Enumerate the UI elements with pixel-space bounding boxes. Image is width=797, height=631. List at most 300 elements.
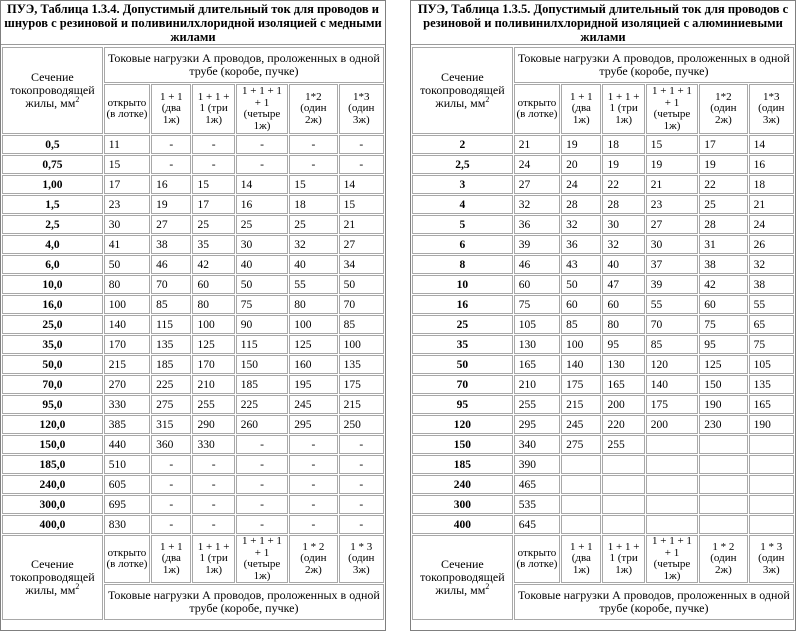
current-table-aluminium <box>411 46 795 621</box>
row-value-cell: 215 <box>339 395 384 414</box>
row-value-cell: 15 <box>289 175 337 194</box>
row-value-cell: 295 <box>289 415 337 434</box>
row-value-cell: 440 <box>104 435 150 454</box>
row-value-cell: 18 <box>749 175 794 194</box>
row-value-cell: 95 <box>602 335 644 354</box>
row-value-cell: 19 <box>561 135 601 154</box>
row-value-cell: 19 <box>699 155 747 174</box>
table-row <box>2 235 384 254</box>
row-value-cell: 28 <box>699 215 747 234</box>
row-value-cell: 17 <box>192 195 234 214</box>
row-value-cell: 90 <box>236 315 288 334</box>
row-value-cell: 165 <box>602 375 644 394</box>
row-section-cell: 16,0 <box>2 295 103 314</box>
row-value-cell: 160 <box>289 355 337 374</box>
row-value-cell: 830 <box>104 515 150 534</box>
row-value-cell: 115 <box>151 315 191 334</box>
row-value-cell: - <box>289 475 337 494</box>
row-value-cell: 65 <box>749 315 794 334</box>
table-row <box>412 135 794 154</box>
row-value-cell <box>699 475 747 494</box>
row-value-cell: 75 <box>749 335 794 354</box>
table-row <box>2 215 384 234</box>
row-value-cell: 39 <box>514 235 560 254</box>
row-value-cell: 17 <box>104 175 150 194</box>
footer-columns-row <box>2 535 384 583</box>
row-value-cell: 43 <box>561 255 601 274</box>
row-value-cell <box>602 455 644 474</box>
table-panel-aluminium <box>410 0 796 631</box>
row-value-cell: - <box>236 515 288 534</box>
row-section-cell: 50,0 <box>2 355 103 374</box>
row-value-cell: 75 <box>699 315 747 334</box>
row-value-cell: 36 <box>514 215 560 234</box>
row-value-cell: 14 <box>236 175 288 194</box>
row-value-cell: 315 <box>151 415 191 434</box>
row-value-cell: 55 <box>646 295 698 314</box>
row-value-cell: 22 <box>699 175 747 194</box>
table-row <box>412 175 794 194</box>
column-header: 1 + 1 + 1 (три 1ж) <box>602 84 644 134</box>
row-value-cell: 170 <box>192 355 234 374</box>
section-label-unit-exponent: 2 <box>485 582 490 591</box>
row-value-cell: 260 <box>236 415 288 434</box>
row-value-cell: 135 <box>339 355 384 374</box>
row-value-cell: - <box>192 495 234 514</box>
column-footer: 1 * 3 (один 3ж) <box>339 535 384 583</box>
row-value-cell: 80 <box>104 275 150 294</box>
row-value-cell: 60 <box>192 275 234 294</box>
row-value-cell: - <box>151 155 191 174</box>
row-value-cell: 30 <box>602 215 644 234</box>
row-value-cell: 38 <box>151 235 191 254</box>
row-value-cell: 80 <box>192 295 234 314</box>
footer-section-label <box>412 535 513 620</box>
column-header: 1*2 (один 2ж) <box>699 84 747 134</box>
row-value-cell: 19 <box>151 195 191 214</box>
row-value-cell: 385 <box>104 415 150 434</box>
table-row <box>412 235 794 254</box>
row-value-cell <box>699 495 747 514</box>
row-value-cell: 25 <box>236 215 288 234</box>
column-footer: открыто (в лотке) <box>104 535 150 583</box>
row-section-cell: 300,0 <box>2 495 103 514</box>
row-value-cell: 245 <box>561 415 601 434</box>
row-section-cell: 5 <box>412 215 513 234</box>
column-header: 1 + 1 (два 1ж) <box>151 84 191 134</box>
footer-section-label <box>2 535 103 620</box>
table-row <box>412 315 794 334</box>
header-row <box>2 47 384 83</box>
row-value-cell: 645 <box>514 515 560 534</box>
column-footer: 1 + 1 + 1 + 1 (четыре 1ж) <box>646 535 698 583</box>
row-value-cell: - <box>289 495 337 514</box>
row-value-cell: 70 <box>151 275 191 294</box>
table-row <box>2 155 384 174</box>
current-table-copper <box>1 46 385 621</box>
table-row <box>2 275 384 294</box>
row-value-cell <box>646 515 698 534</box>
header-row <box>412 47 794 83</box>
row-value-cell <box>699 455 747 474</box>
row-value-cell: - <box>151 455 191 474</box>
table-row <box>2 355 384 374</box>
row-value-cell: 14 <box>339 175 384 194</box>
row-value-cell: 465 <box>514 475 560 494</box>
row-value-cell: - <box>339 435 384 454</box>
row-value-cell: 390 <box>514 455 560 474</box>
table-row <box>2 495 384 514</box>
row-value-cell: 24 <box>561 175 601 194</box>
row-value-cell: 695 <box>104 495 150 514</box>
table-row <box>2 455 384 474</box>
row-value-cell: 28 <box>602 195 644 214</box>
row-value-cell: 21 <box>514 135 560 154</box>
row-section-cell: 2,5 <box>412 155 513 174</box>
row-value-cell: 32 <box>514 195 560 214</box>
row-value-cell: 295 <box>514 415 560 434</box>
table-row <box>2 435 384 454</box>
row-value-cell: 39 <box>646 275 698 294</box>
table-title-aluminium: ПУЭ, Таблица 1.3.5. Допустимый длительный ток для проводов с резиновой и поливинилхлоридной изоляцией с алюминиевыми жилами <box>411 1 795 45</box>
row-value-cell: 27 <box>514 175 560 194</box>
row-value-cell: - <box>289 515 337 534</box>
row-section-cell: 10 <box>412 275 513 294</box>
row-section-cell: 70,0 <box>2 375 103 394</box>
row-section-cell: 120,0 <box>2 415 103 434</box>
row-value-cell: 175 <box>339 375 384 394</box>
table-panel-copper <box>0 0 386 631</box>
row-value-cell: 100 <box>104 295 150 314</box>
row-value-cell <box>646 455 698 474</box>
row-value-cell: - <box>236 455 288 474</box>
row-value-cell: 11 <box>104 135 150 154</box>
table-row <box>2 515 384 534</box>
row-value-cell: 25 <box>192 215 234 234</box>
row-value-cell: 330 <box>104 395 150 414</box>
row-value-cell: 50 <box>561 275 601 294</box>
row-value-cell: 21 <box>339 215 384 234</box>
table-row <box>2 335 384 354</box>
row-value-cell: 130 <box>602 355 644 374</box>
row-value-cell: 140 <box>104 315 150 334</box>
row-value-cell: 175 <box>646 395 698 414</box>
row-value-cell: 340 <box>514 435 560 454</box>
section-label-text: Сечение токопроводящей жилы, мм <box>10 70 95 110</box>
row-value-cell: - <box>192 455 234 474</box>
column-header: 1 + 1 + 1 + 1 (четыре 1ж) <box>236 84 288 134</box>
table-row <box>412 435 794 454</box>
row-value-cell: 16 <box>236 195 288 214</box>
row-section-cell: 150,0 <box>2 435 103 454</box>
row-value-cell: 100 <box>289 315 337 334</box>
row-value-cell: 17 <box>699 135 747 154</box>
row-section-cell: 120 <box>412 415 513 434</box>
row-value-cell <box>749 435 794 454</box>
row-value-cell: 42 <box>699 275 747 294</box>
column-header: 1*3 (один 3ж) <box>749 84 794 134</box>
column-header: 1 + 1 + 1 + 1 (четыре 1ж) <box>646 84 698 134</box>
table-row <box>2 135 384 154</box>
row-value-cell: 70 <box>339 295 384 314</box>
row-value-cell: 150 <box>699 375 747 394</box>
row-value-cell: 23 <box>104 195 150 214</box>
row-value-cell: 120 <box>646 355 698 374</box>
row-value-cell: 25 <box>699 195 747 214</box>
row-value-cell: 46 <box>514 255 560 274</box>
row-value-cell: 47 <box>602 275 644 294</box>
table-row <box>2 375 384 394</box>
row-section-cell: 35,0 <box>2 335 103 354</box>
row-value-cell <box>561 455 601 474</box>
table-row <box>412 495 794 514</box>
row-value-cell: 37 <box>646 255 698 274</box>
row-section-cell: 35 <box>412 335 513 354</box>
row-value-cell: 15 <box>646 135 698 154</box>
row-value-cell: 19 <box>646 155 698 174</box>
row-section-cell: 95,0 <box>2 395 103 414</box>
row-value-cell: 170 <box>104 335 150 354</box>
footer-load-label: Токовые нагрузки А проводов, проложенных в одной трубе (коробе, пучке) <box>104 584 384 620</box>
row-value-cell: 27 <box>151 215 191 234</box>
table-row <box>412 295 794 314</box>
row-section-cell: 70 <box>412 375 513 394</box>
table-row <box>412 475 794 494</box>
row-value-cell: 30 <box>236 235 288 254</box>
table-row <box>2 195 384 214</box>
column-footer: 1 * 2 (один 2ж) <box>289 535 337 583</box>
row-value-cell: 27 <box>339 235 384 254</box>
row-value-cell: 290 <box>192 415 234 434</box>
row-value-cell: - <box>339 495 384 514</box>
row-value-cell: 21 <box>749 195 794 214</box>
column-header: 1*3 (один 3ж) <box>339 84 384 134</box>
footer-load-label: Токовые нагрузки А проводов, проложенных в одной трубе (коробе, пучке) <box>514 584 794 620</box>
row-value-cell: 85 <box>561 315 601 334</box>
row-section-cell: 10,0 <box>2 275 103 294</box>
row-section-cell: 185,0 <box>2 455 103 474</box>
row-value-cell: 60 <box>602 295 644 314</box>
row-value-cell: - <box>339 455 384 474</box>
row-value-cell: 125 <box>192 335 234 354</box>
row-value-cell: - <box>151 515 191 534</box>
row-section-cell: 2 <box>412 135 513 154</box>
table-row <box>412 335 794 354</box>
row-value-cell: 31 <box>699 235 747 254</box>
row-value-cell: - <box>151 475 191 494</box>
row-section-cell: 185 <box>412 455 513 474</box>
row-value-cell: - <box>339 155 384 174</box>
table-row <box>412 395 794 414</box>
column-header: открыто (в лотке) <box>104 84 150 134</box>
row-value-cell: 15 <box>339 195 384 214</box>
row-value-cell: 22 <box>602 175 644 194</box>
row-section-cell: 8 <box>412 255 513 274</box>
section-label-unit-exponent: 2 <box>75 582 80 591</box>
row-section-cell: 6,0 <box>2 255 103 274</box>
row-section-cell: 0,5 <box>2 135 103 154</box>
row-value-cell: 95 <box>699 335 747 354</box>
row-value-cell: 130 <box>514 335 560 354</box>
column-header: 1*2 (один 2ж) <box>289 84 337 134</box>
row-value-cell: 80 <box>289 295 337 314</box>
row-value-cell <box>699 515 747 534</box>
footer-columns-row <box>412 535 794 583</box>
row-value-cell: 50 <box>339 275 384 294</box>
row-value-cell: 275 <box>151 395 191 414</box>
table-title-copper: ПУЭ, Таблица 1.3.4. Допустимый длительный ток для проводов и шнуров с резиновой и поливинилхлоридной изоляцией с медными жилами <box>1 1 385 45</box>
row-value-cell: 510 <box>104 455 150 474</box>
row-section-cell: 2,5 <box>2 215 103 234</box>
row-section-cell: 1,5 <box>2 195 103 214</box>
row-value-cell <box>749 515 794 534</box>
row-value-cell <box>646 495 698 514</box>
row-value-cell <box>749 495 794 514</box>
row-value-cell: 100 <box>192 315 234 334</box>
row-value-cell: 135 <box>151 335 191 354</box>
column-footer: 1 + 1 + 1 (три 1ж) <box>602 535 644 583</box>
row-value-cell: 16 <box>151 175 191 194</box>
row-value-cell: 210 <box>192 375 234 394</box>
row-value-cell: 200 <box>646 415 698 434</box>
row-value-cell: 30 <box>646 235 698 254</box>
row-section-cell: 95 <box>412 395 513 414</box>
row-value-cell: 50 <box>236 275 288 294</box>
row-section-cell: 300 <box>412 495 513 514</box>
row-value-cell: 32 <box>602 235 644 254</box>
row-value-cell: 210 <box>514 375 560 394</box>
row-value-cell: 18 <box>602 135 644 154</box>
row-section-cell: 25,0 <box>2 315 103 334</box>
row-section-cell: 240 <box>412 475 513 494</box>
row-value-cell: 19 <box>602 155 644 174</box>
row-value-cell: 20 <box>561 155 601 174</box>
row-value-cell: 105 <box>749 355 794 374</box>
row-value-cell <box>561 475 601 494</box>
table-row <box>412 515 794 534</box>
row-value-cell: 225 <box>236 395 288 414</box>
row-value-cell: 32 <box>289 235 337 254</box>
section-label-text: Сечение токопроводящей жилы, мм <box>420 70 505 110</box>
row-section-cell: 400,0 <box>2 515 103 534</box>
row-value-cell: - <box>236 495 288 514</box>
table-row <box>2 255 384 274</box>
header-section-label <box>2 47 103 134</box>
row-value-cell: 36 <box>561 235 601 254</box>
row-value-cell: 100 <box>339 335 384 354</box>
row-value-cell: 125 <box>699 355 747 374</box>
row-value-cell: 245 <box>289 395 337 414</box>
row-value-cell: - <box>339 475 384 494</box>
row-value-cell <box>749 475 794 494</box>
row-value-cell: 41 <box>104 235 150 254</box>
column-header: 1 + 1 + 1 (три 1ж) <box>192 84 234 134</box>
row-value-cell: 23 <box>646 195 698 214</box>
row-value-cell: 200 <box>602 395 644 414</box>
row-value-cell: - <box>151 495 191 514</box>
row-section-cell: 25 <box>412 315 513 334</box>
row-section-cell: 6 <box>412 235 513 254</box>
header-load-label: Токовые нагрузки А проводов, проложенных в одной трубе (коробе, пучке) <box>514 47 794 83</box>
row-value-cell <box>602 475 644 494</box>
table-row <box>412 155 794 174</box>
row-value-cell: 15 <box>192 175 234 194</box>
row-section-cell: 50 <box>412 355 513 374</box>
row-value-cell: 14 <box>749 135 794 154</box>
table-row <box>2 415 384 434</box>
row-value-cell: - <box>289 455 337 474</box>
row-value-cell <box>602 515 644 534</box>
table-row <box>412 415 794 434</box>
row-value-cell: - <box>192 475 234 494</box>
column-header: открыто (в лотке) <box>514 84 560 134</box>
header-load-label: Токовые нагрузки А проводов, проложенных в одной трубе (коробе, пучке) <box>104 47 384 83</box>
row-value-cell: - <box>192 155 234 174</box>
row-value-cell: 185 <box>236 375 288 394</box>
row-value-cell: 21 <box>646 175 698 194</box>
row-value-cell: 140 <box>561 355 601 374</box>
row-section-cell: 150 <box>412 435 513 454</box>
row-value-cell <box>602 495 644 514</box>
row-value-cell <box>646 475 698 494</box>
row-value-cell: 24 <box>749 215 794 234</box>
row-value-cell: 35 <box>192 235 234 254</box>
table-row <box>412 375 794 394</box>
table-row <box>2 295 384 314</box>
row-value-cell: 255 <box>602 435 644 454</box>
row-section-cell: 16 <box>412 295 513 314</box>
row-value-cell: 25 <box>289 215 337 234</box>
row-value-cell: 85 <box>339 315 384 334</box>
row-value-cell: 60 <box>514 275 560 294</box>
column-header: 1 + 1 (два 1ж) <box>561 84 601 134</box>
table-row <box>2 175 384 194</box>
section-label-text: Сечение токопроводящей жилы, мм <box>420 557 505 597</box>
table-row <box>2 315 384 334</box>
row-value-cell: - <box>236 475 288 494</box>
row-value-cell <box>646 435 698 454</box>
row-value-cell: 80 <box>602 315 644 334</box>
row-value-cell: 215 <box>104 355 150 374</box>
row-value-cell: - <box>192 515 234 534</box>
row-value-cell: 40 <box>602 255 644 274</box>
row-value-cell: 150 <box>236 355 288 374</box>
row-value-cell: 85 <box>646 335 698 354</box>
row-value-cell: - <box>236 135 288 154</box>
row-section-cell: 1,00 <box>2 175 103 194</box>
table-row <box>2 475 384 494</box>
section-label-text: Сечение токопроводящей жилы, мм <box>10 557 95 597</box>
row-value-cell: 100 <box>561 335 601 354</box>
row-section-cell: 240,0 <box>2 475 103 494</box>
row-value-cell <box>561 515 601 534</box>
row-value-cell: 255 <box>514 395 560 414</box>
column-footer: 1 * 3 (один 3ж) <box>749 535 794 583</box>
row-value-cell: 38 <box>699 255 747 274</box>
row-value-cell: 535 <box>514 495 560 514</box>
row-value-cell: 55 <box>289 275 337 294</box>
row-value-cell: 360 <box>151 435 191 454</box>
table-row <box>412 215 794 234</box>
row-value-cell: 190 <box>749 415 794 434</box>
row-value-cell: 275 <box>561 435 601 454</box>
row-value-cell: 105 <box>514 315 560 334</box>
row-value-cell: 190 <box>699 395 747 414</box>
row-value-cell: 270 <box>104 375 150 394</box>
row-value-cell: 32 <box>749 255 794 274</box>
section-label-unit-exponent: 2 <box>75 95 80 104</box>
row-value-cell: 165 <box>749 395 794 414</box>
